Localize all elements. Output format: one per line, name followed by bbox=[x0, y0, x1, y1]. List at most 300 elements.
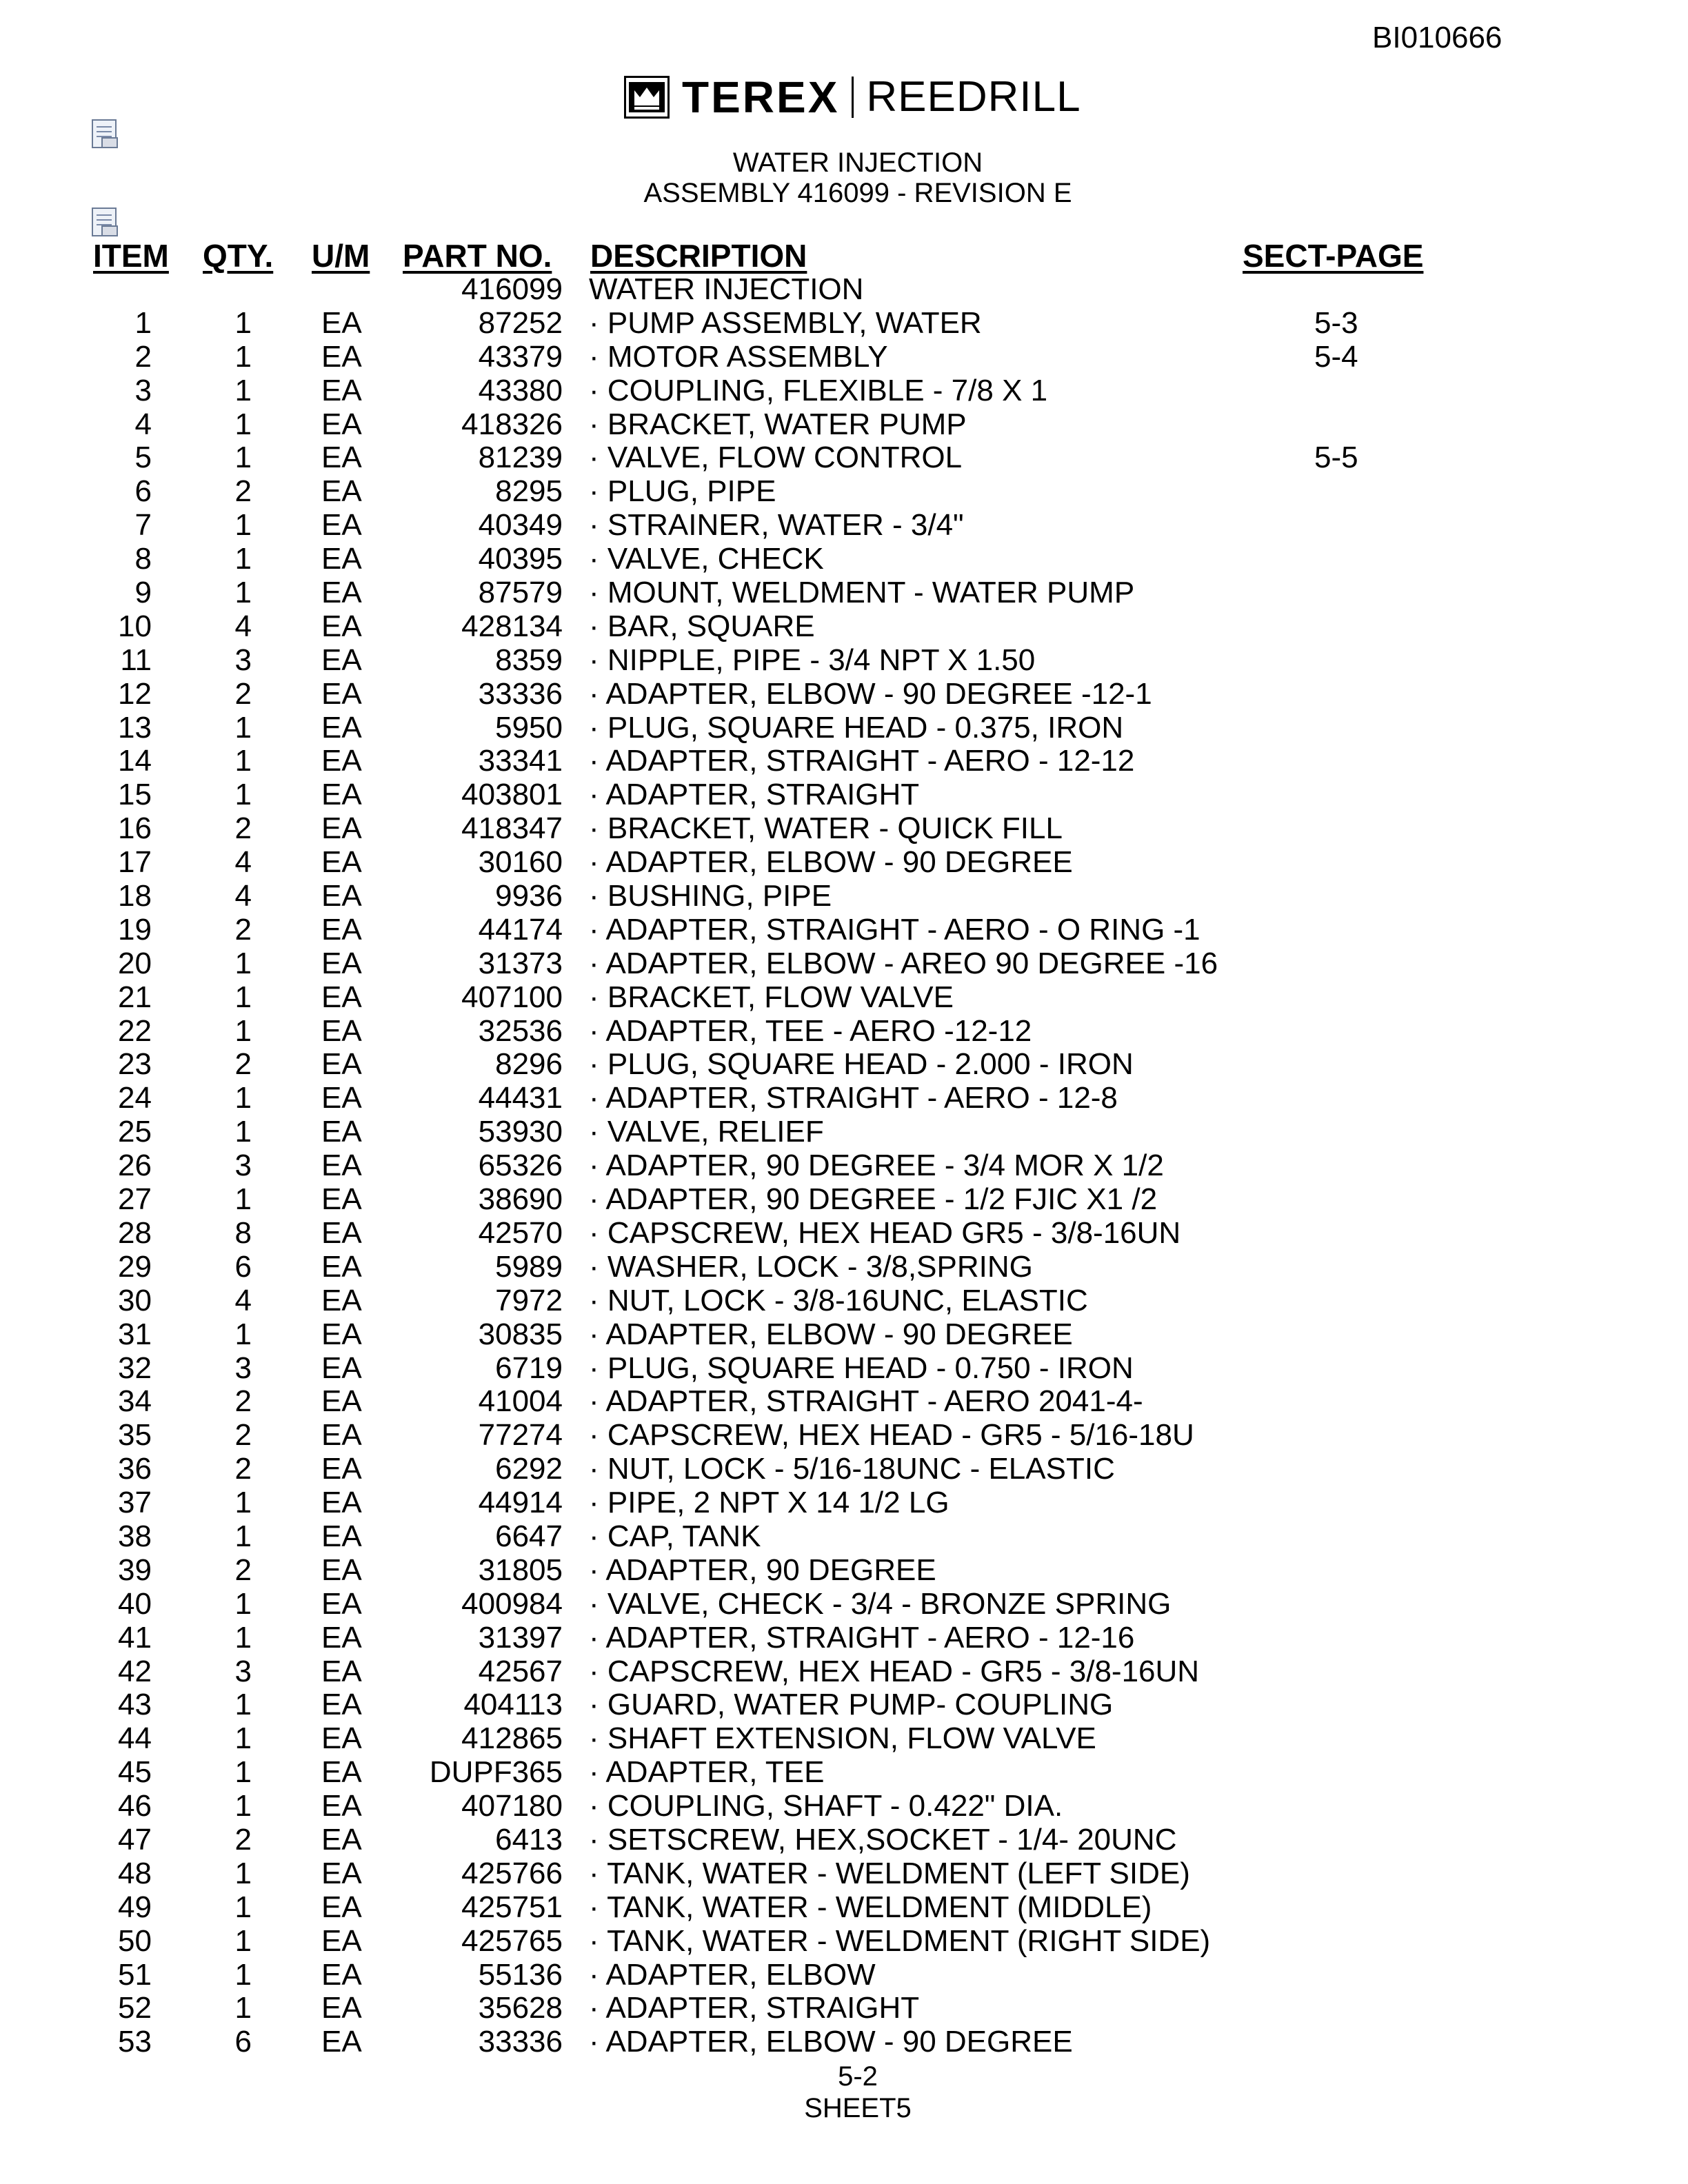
part-number-cell: 30160 bbox=[478, 845, 563, 880]
table-row bbox=[0, 1925, 1688, 1959]
table-row bbox=[0, 1453, 1688, 1486]
table-row bbox=[0, 1554, 1688, 1588]
qty-cell: 1 bbox=[234, 744, 252, 778]
part-number-cell: 407100 bbox=[461, 980, 563, 1014]
terex-crown-icon bbox=[624, 76, 670, 119]
part-number-cell: 44431 bbox=[478, 1081, 563, 1115]
qty-cell: 3 bbox=[234, 1654, 252, 1688]
um-cell: EA bbox=[321, 879, 362, 913]
qty-cell: 1 bbox=[234, 542, 252, 576]
description-cell: · VALVE, FLOW CONTROL bbox=[589, 441, 963, 475]
qty-cell: 1 bbox=[234, 1957, 252, 1992]
item-cell: 52 bbox=[118, 1991, 152, 2025]
um-cell: EA bbox=[321, 2025, 362, 2059]
description-cell: · ADAPTER, TEE - AERO -12-12 bbox=[589, 1013, 1032, 1048]
qty-cell: 1 bbox=[234, 1182, 252, 1217]
part-number-cell: 65326 bbox=[478, 1149, 563, 1183]
table-row bbox=[0, 1823, 1688, 1857]
part-number-cell: 87252 bbox=[478, 305, 563, 340]
um-cell: EA bbox=[321, 1283, 362, 1317]
table-row bbox=[0, 273, 1688, 307]
column-header-description: DESCRIPTION bbox=[590, 238, 807, 274]
description-cell: · TANK, WATER - WELDMENT (LEFT SIDE) bbox=[589, 1856, 1190, 1890]
qty-cell: 2 bbox=[234, 474, 252, 509]
part-number-cell: 400984 bbox=[461, 1586, 563, 1621]
part-number-cell: 418326 bbox=[461, 407, 563, 441]
description-cell: · BRACKET, FLOW VALVE bbox=[589, 980, 954, 1014]
part-number-cell: 412865 bbox=[461, 1721, 563, 1756]
um-cell: EA bbox=[321, 1586, 362, 1621]
qty-cell: 1 bbox=[234, 778, 252, 812]
qty-cell: 1 bbox=[234, 1991, 252, 2025]
qty-cell: 1 bbox=[234, 576, 252, 610]
um-cell: EA bbox=[321, 407, 362, 441]
um-cell: EA bbox=[321, 1755, 362, 1790]
qty-cell: 1 bbox=[234, 1519, 252, 1553]
part-number-cell: 6719 bbox=[495, 1351, 563, 1385]
qty-cell: 1 bbox=[234, 339, 252, 374]
description-cell: · NUT, LOCK - 3/8-16UNC, ELASTIC bbox=[589, 1283, 1088, 1317]
um-cell: EA bbox=[321, 1553, 362, 1587]
qty-cell: 4 bbox=[234, 879, 252, 913]
um-cell: EA bbox=[321, 1351, 362, 1385]
description-cell: · SETSCREW, HEX,SOCKET - 1/4- 20UNC bbox=[589, 1822, 1177, 1857]
description-cell: · VALVE, RELIEF bbox=[589, 1115, 824, 1149]
table-row bbox=[0, 1015, 1688, 1049]
um-cell: EA bbox=[321, 441, 362, 475]
part-number-cell: 6647 bbox=[495, 1519, 563, 1553]
um-cell: EA bbox=[321, 1486, 362, 1520]
item-cell: 50 bbox=[118, 1923, 152, 1958]
um-cell: EA bbox=[321, 1081, 362, 1115]
item-cell: 15 bbox=[118, 778, 152, 812]
qty-cell: 2 bbox=[234, 912, 252, 947]
qty-cell: 2 bbox=[234, 1452, 252, 1486]
qty-cell: 1 bbox=[234, 1923, 252, 1958]
sect-page-cell: 5-5 bbox=[1314, 441, 1358, 475]
item-cell: 14 bbox=[118, 744, 152, 778]
part-number-cell: 43380 bbox=[478, 373, 563, 407]
qty-cell: 1 bbox=[234, 305, 252, 340]
um-cell: EA bbox=[321, 1115, 362, 1149]
table-row bbox=[0, 374, 1688, 408]
item-cell: 43 bbox=[118, 1688, 152, 1722]
um-cell: EA bbox=[321, 339, 362, 374]
item-cell: 36 bbox=[118, 1452, 152, 1486]
um-cell: EA bbox=[321, 1215, 362, 1250]
sect-page-cell: 5-4 bbox=[1314, 339, 1358, 374]
qty-cell: 1 bbox=[234, 1856, 252, 1890]
part-number-cell: 31397 bbox=[478, 1620, 563, 1655]
um-cell: EA bbox=[321, 1384, 362, 1419]
part-number-cell: 31373 bbox=[478, 946, 563, 980]
item-cell: 47 bbox=[118, 1822, 152, 1857]
description-cell: · WASHER, LOCK - 3/8,SPRING bbox=[589, 1249, 1033, 1284]
table-row bbox=[0, 981, 1688, 1015]
qty-cell: 2 bbox=[234, 1822, 252, 1857]
table-row bbox=[0, 1756, 1688, 1790]
part-number-cell: 425751 bbox=[461, 1890, 563, 1924]
table-row bbox=[0, 1419, 1688, 1453]
table-row bbox=[0, 678, 1688, 711]
um-cell: EA bbox=[321, 1923, 362, 1958]
um-cell: EA bbox=[321, 1418, 362, 1453]
item-cell: 29 bbox=[118, 1249, 152, 1284]
qty-cell: 1 bbox=[234, 1013, 252, 1048]
item-cell: 35 bbox=[118, 1418, 152, 1453]
description-cell: · ADAPTER, STRAIGHT - AERO - O RING -1 bbox=[589, 912, 1200, 947]
qty-cell: 1 bbox=[234, 1115, 252, 1149]
description-cell: · NUT, LOCK - 5/16-18UNC - ELASTIC bbox=[589, 1452, 1115, 1486]
table-row bbox=[0, 1520, 1688, 1554]
description-cell: · CAPSCREW, HEX HEAD GR5 - 3/8-16UN bbox=[589, 1215, 1181, 1250]
part-number-cell: 404113 bbox=[463, 1688, 563, 1722]
part-number-cell: 425766 bbox=[461, 1856, 563, 1890]
table-row bbox=[0, 1688, 1688, 1722]
description-cell: · BRACKET, WATER - QUICK FILL bbox=[589, 811, 1063, 846]
qty-cell: 1 bbox=[234, 1755, 252, 1790]
description-cell: · ADAPTER, 90 DEGREE bbox=[589, 1553, 936, 1587]
item-cell: 19 bbox=[118, 912, 152, 947]
sect-page-cell: 5-3 bbox=[1314, 305, 1358, 340]
um-cell: EA bbox=[321, 744, 362, 778]
um-cell: EA bbox=[321, 1519, 362, 1553]
qty-cell: 3 bbox=[234, 643, 252, 677]
item-cell: 22 bbox=[118, 1013, 152, 1048]
item-cell: 7 bbox=[134, 508, 152, 543]
um-cell: EA bbox=[321, 643, 362, 677]
table-row bbox=[0, 778, 1688, 812]
description-cell: · STRAINER, WATER - 3/4" bbox=[589, 508, 964, 543]
item-cell: 40 bbox=[118, 1586, 152, 1621]
table-row bbox=[0, 1284, 1688, 1318]
item-cell: 16 bbox=[118, 811, 152, 846]
description-cell: · VALVE, CHECK - 3/4 - BRONZE SPRING bbox=[589, 1586, 1172, 1621]
item-cell: 1 bbox=[134, 305, 152, 340]
part-number-cell: 31805 bbox=[478, 1553, 563, 1587]
part-number-cell: 41004 bbox=[478, 1384, 563, 1419]
qty-cell: 1 bbox=[234, 1620, 252, 1655]
item-cell: 5 bbox=[134, 441, 152, 475]
column-header-item: ITEM bbox=[93, 238, 169, 274]
item-cell: 20 bbox=[118, 946, 152, 980]
part-number-cell: 53930 bbox=[478, 1115, 563, 1149]
qty-cell: 6 bbox=[234, 1249, 252, 1284]
table-row bbox=[0, 1621, 1688, 1655]
table-row bbox=[0, 475, 1688, 509]
item-cell: 44 bbox=[118, 1721, 152, 1756]
document-id: BI010666 bbox=[1372, 21, 1503, 54]
qty-cell: 4 bbox=[234, 609, 252, 643]
qty-cell: 1 bbox=[234, 373, 252, 407]
part-number-cell: 30835 bbox=[478, 1317, 563, 1351]
item-cell: 45 bbox=[118, 1755, 152, 1790]
item-cell: 32 bbox=[118, 1351, 152, 1385]
table-row bbox=[0, 711, 1688, 745]
item-cell: 24 bbox=[118, 1081, 152, 1115]
um-cell: EA bbox=[321, 1013, 362, 1048]
description-cell: · PIPE, 2 NPT X 14 1/2 LG bbox=[589, 1486, 950, 1520]
table-row bbox=[0, 408, 1688, 442]
table-row bbox=[0, 1217, 1688, 1251]
table-row bbox=[0, 1251, 1688, 1284]
table-row bbox=[0, 509, 1688, 543]
sheet-label: SHEET5 bbox=[804, 2093, 912, 2123]
description-cell: · ADAPTER, STRAIGHT bbox=[589, 778, 920, 812]
part-number-cell: 418347 bbox=[461, 811, 563, 846]
part-number-cell: 33336 bbox=[478, 676, 563, 711]
description-cell: · TANK, WATER - WELDMENT (RIGHT SIDE) bbox=[589, 1923, 1211, 1958]
description-cell: · NIPPLE, PIPE - 3/4 NPT X 1.50 bbox=[589, 643, 1036, 677]
description-cell: · ADAPTER, ELBOW - 90 DEGREE bbox=[589, 1317, 1073, 1351]
part-number-cell: 428134 bbox=[461, 609, 563, 643]
part-number-cell: 8359 bbox=[495, 643, 563, 677]
qty-cell: 2 bbox=[234, 1553, 252, 1587]
description-cell: · MOUNT, WELDMENT - WATER PUMP bbox=[589, 576, 1135, 610]
table-row bbox=[0, 1352, 1688, 1386]
part-number-cell: 407180 bbox=[461, 1789, 563, 1823]
description-cell: · ADAPTER, ELBOW - 90 DEGREE bbox=[589, 2025, 1073, 2059]
um-cell: EA bbox=[321, 1822, 362, 1857]
part-number-cell: 6292 bbox=[495, 1452, 563, 1486]
qty-cell: 1 bbox=[234, 1486, 252, 1520]
description-cell: · ADAPTER, ELBOW - AREO 90 DEGREE -16 bbox=[589, 946, 1218, 980]
description-cell: · CAPSCREW, HEX HEAD - GR5 - 5/16-18U bbox=[589, 1418, 1194, 1453]
um-cell: EA bbox=[321, 1452, 362, 1486]
part-number-cell: 5989 bbox=[495, 1249, 563, 1284]
table-row bbox=[0, 1959, 1688, 1992]
qty-cell: 1 bbox=[234, 1789, 252, 1823]
column-header-sect-page: SECT-PAGE bbox=[1243, 238, 1424, 274]
part-number-cell: 40395 bbox=[478, 542, 563, 576]
item-cell: 48 bbox=[118, 1856, 152, 1890]
qty-cell: 1 bbox=[234, 980, 252, 1014]
item-cell: 23 bbox=[118, 1047, 152, 1082]
table-row bbox=[0, 1048, 1688, 1082]
qty-cell: 1 bbox=[234, 1317, 252, 1351]
qty-cell: 1 bbox=[234, 1586, 252, 1621]
document-title: WATER INJECTION bbox=[732, 148, 983, 178]
um-cell: EA bbox=[321, 946, 362, 980]
part-number-cell: 81239 bbox=[478, 441, 563, 475]
logo-brand-text: TEREX bbox=[682, 72, 840, 122]
table-row bbox=[0, 1857, 1688, 1891]
document-subtitle: ASSEMBLY 416099 - REVISION E bbox=[643, 178, 1072, 208]
part-number-cell: 403801 bbox=[461, 778, 563, 812]
qty-cell: 1 bbox=[234, 946, 252, 980]
part-number-cell: 38690 bbox=[478, 1182, 563, 1217]
table-row bbox=[0, 1655, 1688, 1689]
part-number-cell: 5950 bbox=[495, 710, 563, 745]
item-cell: 30 bbox=[118, 1283, 152, 1317]
um-cell: EA bbox=[321, 845, 362, 880]
part-number-cell: 87579 bbox=[478, 576, 563, 610]
qty-cell: 2 bbox=[234, 1384, 252, 1419]
um-cell: EA bbox=[321, 474, 362, 509]
item-cell: 38 bbox=[118, 1519, 152, 1553]
um-cell: EA bbox=[321, 1957, 362, 1992]
description-cell: · ADAPTER, STRAIGHT - AERO - 12-8 bbox=[589, 1081, 1118, 1115]
part-number-cell: 44914 bbox=[478, 1486, 563, 1520]
description-cell: · PUMP ASSEMBLY, WATER bbox=[589, 305, 982, 340]
item-cell: 4 bbox=[134, 407, 152, 441]
description-cell: · ADAPTER, STRAIGHT - AERO 2041-4- bbox=[589, 1384, 1143, 1419]
qty-cell: 1 bbox=[234, 1721, 252, 1756]
um-cell: EA bbox=[321, 1047, 362, 1082]
item-cell: 41 bbox=[118, 1620, 152, 1655]
column-header-qty: QTY. bbox=[203, 238, 274, 274]
um-cell: EA bbox=[321, 1149, 362, 1183]
description-cell: · PLUG, SQUARE HEAD - 0.375, IRON bbox=[589, 710, 1124, 745]
item-cell: 12 bbox=[118, 676, 152, 711]
item-cell: 53 bbox=[118, 2025, 152, 2059]
table-row bbox=[0, 1115, 1688, 1149]
description-cell: · CAPSCREW, HEX HEAD - GR5 - 3/8-16UN bbox=[589, 1654, 1200, 1688]
item-cell: 2 bbox=[134, 339, 152, 374]
part-number-cell: 55136 bbox=[478, 1957, 563, 1992]
item-cell: 6 bbox=[134, 474, 152, 509]
item-cell: 3 bbox=[134, 373, 152, 407]
um-cell: EA bbox=[321, 1620, 362, 1655]
um-cell: EA bbox=[321, 373, 362, 407]
part-number-cell: 425765 bbox=[461, 1923, 563, 1958]
part-number-cell: 8295 bbox=[495, 474, 563, 509]
item-cell: 9 bbox=[134, 576, 152, 610]
table-row bbox=[0, 1318, 1688, 1352]
description-cell: · PLUG, SQUARE HEAD - 0.750 - IRON bbox=[589, 1351, 1134, 1385]
table-row bbox=[0, 341, 1688, 374]
parts-table bbox=[0, 273, 1688, 2059]
um-cell: EA bbox=[321, 1654, 362, 1688]
item-cell: 46 bbox=[118, 1789, 152, 1823]
terex-reedrill-logo bbox=[624, 74, 1081, 120]
um-cell: EA bbox=[321, 676, 362, 711]
description-cell: · ADAPTER, STRAIGHT bbox=[589, 1991, 920, 2025]
part-number-cell: 33341 bbox=[478, 744, 563, 778]
qty-cell: 1 bbox=[234, 508, 252, 543]
table-row bbox=[0, 543, 1688, 576]
description-cell: · COUPLING, SHAFT - 0.422" DIA. bbox=[589, 1789, 1063, 1823]
qty-cell: 2 bbox=[234, 676, 252, 711]
description-cell: · PLUG, PIPE bbox=[589, 474, 776, 509]
table-row bbox=[0, 441, 1688, 475]
table-row bbox=[0, 1790, 1688, 1823]
part-number-cell: 35628 bbox=[478, 1991, 563, 2025]
um-cell: EA bbox=[321, 508, 362, 543]
um-cell: EA bbox=[321, 1721, 362, 1756]
description-cell: · CAP, TANK bbox=[589, 1519, 761, 1553]
table-row bbox=[0, 1722, 1688, 1756]
um-cell: EA bbox=[321, 1789, 362, 1823]
description-cell: · ADAPTER, ELBOW bbox=[589, 1957, 876, 1992]
description-cell: · GUARD, WATER PUMP- COUPLING bbox=[589, 1688, 1114, 1722]
description-cell: · PLUG, SQUARE HEAD - 2.000 - IRON bbox=[589, 1047, 1134, 1082]
item-cell: 11 bbox=[120, 643, 152, 677]
table-row bbox=[0, 1149, 1688, 1183]
qty-cell: 2 bbox=[234, 811, 252, 846]
qty-cell: 6 bbox=[234, 2025, 252, 2059]
column-header-um: U/M bbox=[312, 238, 370, 274]
part-number-cell: 33336 bbox=[478, 2025, 563, 2059]
part-number-cell: 9936 bbox=[495, 879, 563, 913]
table-row bbox=[0, 1588, 1688, 1621]
description-cell: · ADAPTER, STRAIGHT - AERO - 12-16 bbox=[589, 1620, 1135, 1655]
description-cell: · ADAPTER, ELBOW - 90 DEGREE -12-1 bbox=[589, 676, 1152, 711]
description-cell: · ADAPTER, 90 DEGREE - 1/2 FJIC X1 /2 bbox=[589, 1182, 1158, 1217]
description-cell: · VALVE, CHECK bbox=[589, 542, 824, 576]
um-cell: EA bbox=[321, 1249, 362, 1284]
part-number-cell: 43379 bbox=[478, 339, 563, 374]
um-cell: EA bbox=[321, 710, 362, 745]
um-cell: EA bbox=[321, 542, 362, 576]
item-cell: 8 bbox=[134, 542, 152, 576]
description-cell: · ADAPTER, 90 DEGREE - 3/4 MOR X 1/2 bbox=[589, 1149, 1164, 1183]
item-cell: 28 bbox=[118, 1215, 152, 1250]
table-row bbox=[0, 644, 1688, 678]
part-number-cell: 6413 bbox=[495, 1822, 563, 1857]
qty-cell: 4 bbox=[234, 1283, 252, 1317]
um-cell: EA bbox=[321, 609, 362, 643]
item-cell: 26 bbox=[118, 1149, 152, 1183]
qty-cell: 1 bbox=[234, 407, 252, 441]
um-cell: EA bbox=[321, 305, 362, 340]
table-row bbox=[0, 913, 1688, 947]
table-row bbox=[0, 846, 1688, 880]
document-icon[interactable] bbox=[91, 207, 119, 237]
item-cell: 25 bbox=[118, 1115, 152, 1149]
table-row bbox=[0, 1486, 1688, 1520]
description-cell: · SHAFT EXTENSION, FLOW VALVE bbox=[589, 1721, 1096, 1756]
qty-cell: 3 bbox=[234, 1149, 252, 1183]
table-row bbox=[0, 1183, 1688, 1217]
document-icon[interactable] bbox=[91, 119, 119, 149]
qty-cell: 2 bbox=[234, 1047, 252, 1082]
logo-division-text: REEDRILL bbox=[866, 73, 1081, 121]
item-cell: 51 bbox=[118, 1957, 152, 1992]
um-cell: EA bbox=[321, 811, 362, 846]
part-number-cell: 8296 bbox=[495, 1047, 563, 1082]
um-cell: EA bbox=[321, 1688, 362, 1722]
description-cell: · BRACKET, WATER PUMP bbox=[589, 407, 967, 441]
page-number: 5-2 bbox=[838, 2061, 878, 2092]
description-cell: · ADAPTER, ELBOW - 90 DEGREE bbox=[589, 845, 1073, 880]
um-cell: EA bbox=[321, 778, 362, 812]
item-cell: 37 bbox=[118, 1486, 152, 1520]
item-cell: 18 bbox=[118, 879, 152, 913]
qty-cell: 1 bbox=[234, 1081, 252, 1115]
description-cell: · ADAPTER, TEE bbox=[589, 1755, 825, 1790]
logo-divider bbox=[852, 77, 854, 118]
item-cell: 42 bbox=[118, 1654, 152, 1688]
part-number-cell: 40349 bbox=[478, 508, 563, 543]
table-row bbox=[0, 745, 1688, 778]
item-cell: 21 bbox=[118, 980, 152, 1014]
item-cell: 49 bbox=[118, 1890, 152, 1924]
qty-cell: 1 bbox=[234, 1890, 252, 1924]
table-row bbox=[0, 307, 1688, 341]
qty-cell: 1 bbox=[234, 710, 252, 745]
table-row bbox=[0, 1385, 1688, 1419]
um-cell: EA bbox=[321, 1991, 362, 2025]
table-row bbox=[0, 1992, 1688, 2025]
description-cell: · BUSHING, PIPE bbox=[589, 879, 832, 913]
part-number-cell: 42570 bbox=[478, 1215, 563, 1250]
description-cell: · ADAPTER, STRAIGHT - AERO - 12-12 bbox=[589, 744, 1135, 778]
table-row bbox=[0, 880, 1688, 913]
table-row bbox=[0, 2025, 1688, 2059]
part-number-cell: 42567 bbox=[478, 1654, 563, 1688]
qty-cell: 1 bbox=[234, 441, 252, 475]
